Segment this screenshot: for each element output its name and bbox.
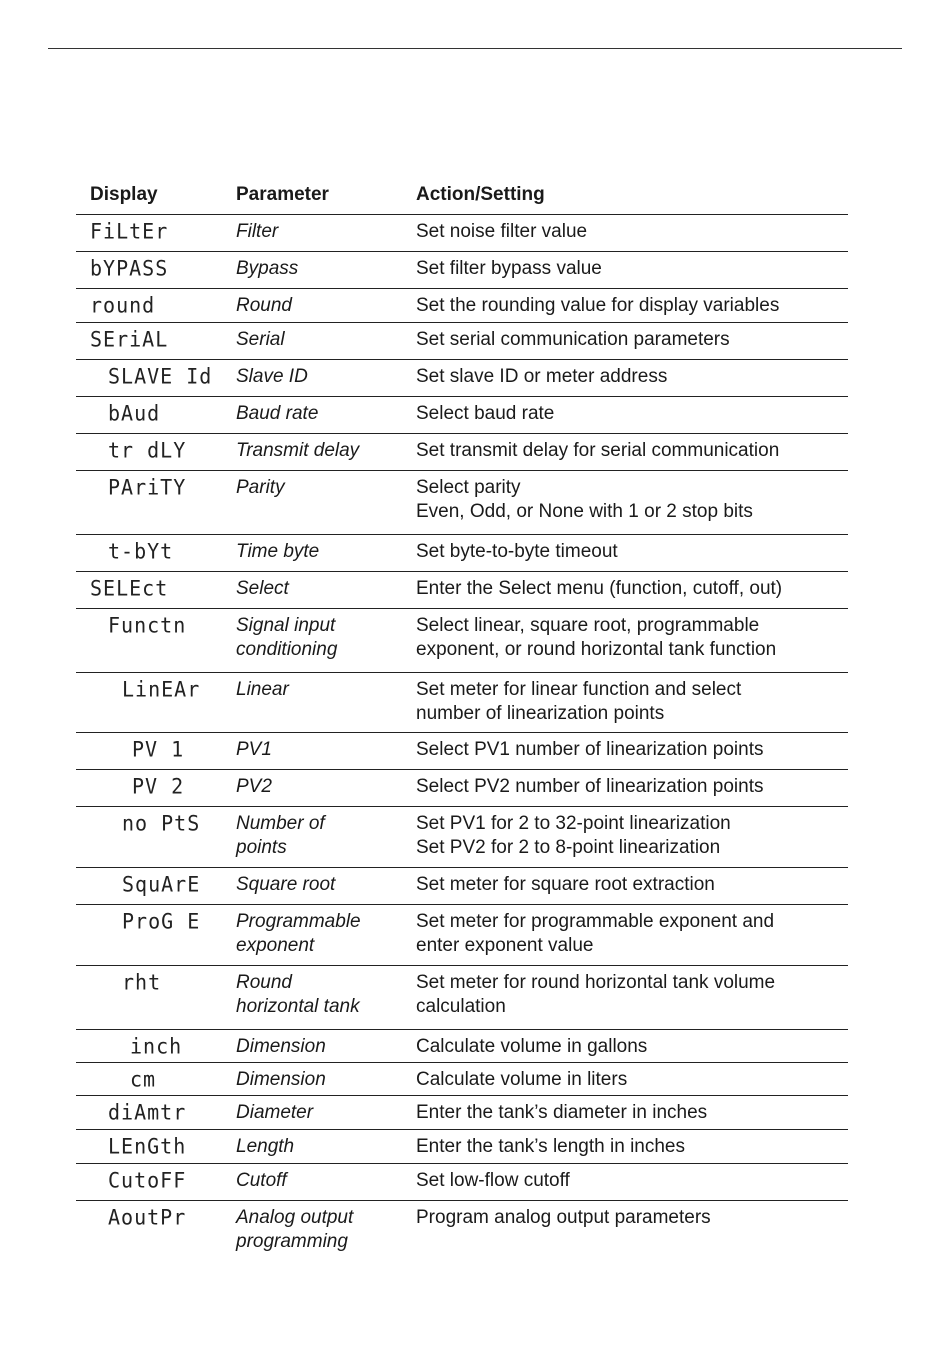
display-code: cm bbox=[130, 1066, 157, 1092]
display-code: FiLtEr bbox=[90, 218, 169, 244]
parameter-name: Round bbox=[236, 295, 292, 316]
table-row bbox=[76, 434, 848, 471]
table-row bbox=[76, 733, 848, 770]
action-setting: Set transmit delay for serial communication bbox=[416, 440, 780, 461]
display-code: bAud bbox=[108, 400, 161, 426]
parameter-name: Dimension bbox=[236, 1036, 326, 1057]
action-setting: Set filter bypass value bbox=[416, 258, 602, 279]
action-setting: Set meter for round horizontal tank volume bbox=[416, 972, 776, 993]
parameter-name: Square root bbox=[236, 874, 336, 895]
parameter-name: Time byte bbox=[236, 541, 320, 562]
settings-table bbox=[76, 178, 848, 1265]
display-code: LinEAr bbox=[122, 676, 201, 702]
parameter-name: Transmit delay bbox=[236, 440, 360, 461]
top-rule bbox=[48, 48, 902, 49]
action-setting: Set meter for square root extraction bbox=[416, 874, 715, 895]
parameter-name: Cutoff bbox=[236, 1170, 287, 1191]
header-display: Display bbox=[90, 184, 158, 205]
parameter-name: Programmable bbox=[236, 911, 361, 932]
action-setting: Select PV2 number of linearization points bbox=[416, 776, 764, 797]
display-code: inch bbox=[130, 1033, 183, 1059]
parameter-name: Diameter bbox=[236, 1102, 314, 1123]
action-setting: Select parity bbox=[416, 477, 521, 498]
action-setting: Calculate volume in liters bbox=[416, 1069, 628, 1090]
action-setting: Set low-flow cutoff bbox=[416, 1170, 570, 1191]
table-row bbox=[76, 807, 848, 868]
table-header bbox=[76, 178, 848, 215]
display-code: diAmtr bbox=[108, 1099, 187, 1125]
action-setting: Set meter for programmable exponent and bbox=[416, 911, 775, 932]
action-setting: Enter the tank’s diameter in inches bbox=[416, 1102, 708, 1123]
parameter-name: PV1 bbox=[236, 739, 272, 760]
parameter-name: Filter bbox=[236, 221, 279, 242]
display-code: tr dLY bbox=[108, 437, 187, 463]
display-code: PAriTY bbox=[108, 474, 187, 500]
table-row bbox=[76, 572, 848, 609]
display-code: no PtS bbox=[122, 810, 201, 836]
action-setting: Program analog output parameters bbox=[416, 1207, 711, 1228]
table-row bbox=[76, 535, 848, 572]
parameter-name: Serial bbox=[236, 329, 285, 350]
table-row bbox=[76, 966, 848, 1030]
table-row bbox=[76, 1164, 848, 1201]
table-row bbox=[76, 323, 848, 360]
action-setting: Set byte-to-byte timeout bbox=[416, 541, 618, 562]
table-row bbox=[76, 252, 848, 289]
action-setting: Enter the tank’s length in inches bbox=[416, 1136, 685, 1157]
parameter-name: Analog output bbox=[236, 1207, 354, 1228]
table-row bbox=[76, 1096, 848, 1130]
display-code: t-bYt bbox=[108, 538, 174, 564]
table-row bbox=[76, 1201, 848, 1265]
table-row bbox=[76, 673, 848, 733]
action-setting-line2: enter exponent value bbox=[416, 935, 594, 956]
table-row bbox=[76, 1063, 848, 1096]
table-row bbox=[76, 1030, 848, 1063]
parameter-name: Slave ID bbox=[236, 366, 308, 387]
action-setting: Select linear, square root, programmable bbox=[416, 615, 760, 636]
parameter-name: Baud rate bbox=[236, 403, 319, 424]
table-row bbox=[76, 289, 848, 323]
action-setting-line2: Even, Odd, or None with 1 or 2 stop bits bbox=[416, 501, 753, 522]
parameter-name-line2: programming bbox=[236, 1231, 348, 1252]
table-row bbox=[76, 471, 848, 535]
parameter-name: Parity bbox=[236, 477, 285, 498]
display-code: SELEct bbox=[90, 575, 169, 601]
parameter-name: Round bbox=[236, 972, 292, 993]
action-setting-line2: calculation bbox=[416, 996, 506, 1017]
table-row bbox=[76, 397, 848, 434]
action-setting: Select baud rate bbox=[416, 403, 555, 424]
header-parameter: Parameter bbox=[236, 184, 329, 205]
parameter-name-line2: horizontal tank bbox=[236, 996, 360, 1017]
table-row bbox=[76, 770, 848, 807]
action-setting: Set meter for linear function and select bbox=[416, 679, 742, 700]
display-code: ProG E bbox=[122, 908, 201, 934]
display-code: SquArE bbox=[122, 871, 201, 897]
parameter-name: Linear bbox=[236, 679, 289, 700]
parameter-name: Bypass bbox=[236, 258, 299, 279]
action-setting: Set serial communication parameters bbox=[416, 329, 730, 350]
parameter-name: Select bbox=[236, 578, 289, 599]
parameter-name-line2: conditioning bbox=[236, 639, 338, 660]
display-code: AoutPr bbox=[108, 1204, 187, 1230]
display-code: SLAVE Id bbox=[108, 363, 213, 389]
parameter-name: Length bbox=[236, 1136, 295, 1157]
parameter-name-line2: points bbox=[236, 837, 287, 858]
parameter-name: PV2 bbox=[236, 776, 272, 797]
table-row bbox=[76, 868, 848, 905]
table-row bbox=[76, 905, 848, 966]
table-row bbox=[76, 360, 848, 397]
display-code: SEriAL bbox=[90, 326, 169, 352]
action-setting: Select PV1 number of linearization points bbox=[416, 739, 764, 760]
parameter-name: Signal input bbox=[236, 615, 336, 636]
action-setting-line2: Set PV2 for 2 to 8-point linearization bbox=[416, 837, 721, 858]
table-body bbox=[76, 215, 848, 1265]
action-setting: Set PV1 for 2 to 32-point linearization bbox=[416, 813, 731, 834]
parameter-name: Dimension bbox=[236, 1069, 326, 1090]
action-setting: Set slave ID or meter address bbox=[416, 366, 668, 387]
action-setting: Set the rounding value for display variables bbox=[416, 295, 780, 316]
header-action: Action/Setting bbox=[416, 184, 545, 205]
action-setting: Enter the Select menu (function, cutoff, out) bbox=[416, 578, 783, 599]
display-code: CutoFF bbox=[108, 1167, 187, 1193]
action-setting: Calculate volume in gallons bbox=[416, 1036, 648, 1057]
action-setting-line2: number of linearization points bbox=[416, 703, 665, 724]
parameter-name-line2: exponent bbox=[236, 935, 315, 956]
table-row bbox=[76, 609, 848, 673]
action-setting: Set noise filter value bbox=[416, 221, 588, 242]
action-setting-line2: exponent, or round horizontal tank function bbox=[416, 639, 777, 660]
parameter-name: Number of bbox=[236, 813, 325, 834]
table-row bbox=[76, 1130, 848, 1164]
display-code: round bbox=[90, 292, 156, 318]
table-row bbox=[76, 215, 848, 252]
display-code: Functn bbox=[108, 612, 187, 638]
display-code: LEnGth bbox=[108, 1133, 187, 1159]
display-code: PV 2 bbox=[132, 773, 185, 799]
display-code: PV 1 bbox=[132, 736, 185, 762]
display-code: bYPASS bbox=[90, 255, 169, 281]
display-code: rht bbox=[122, 969, 162, 995]
